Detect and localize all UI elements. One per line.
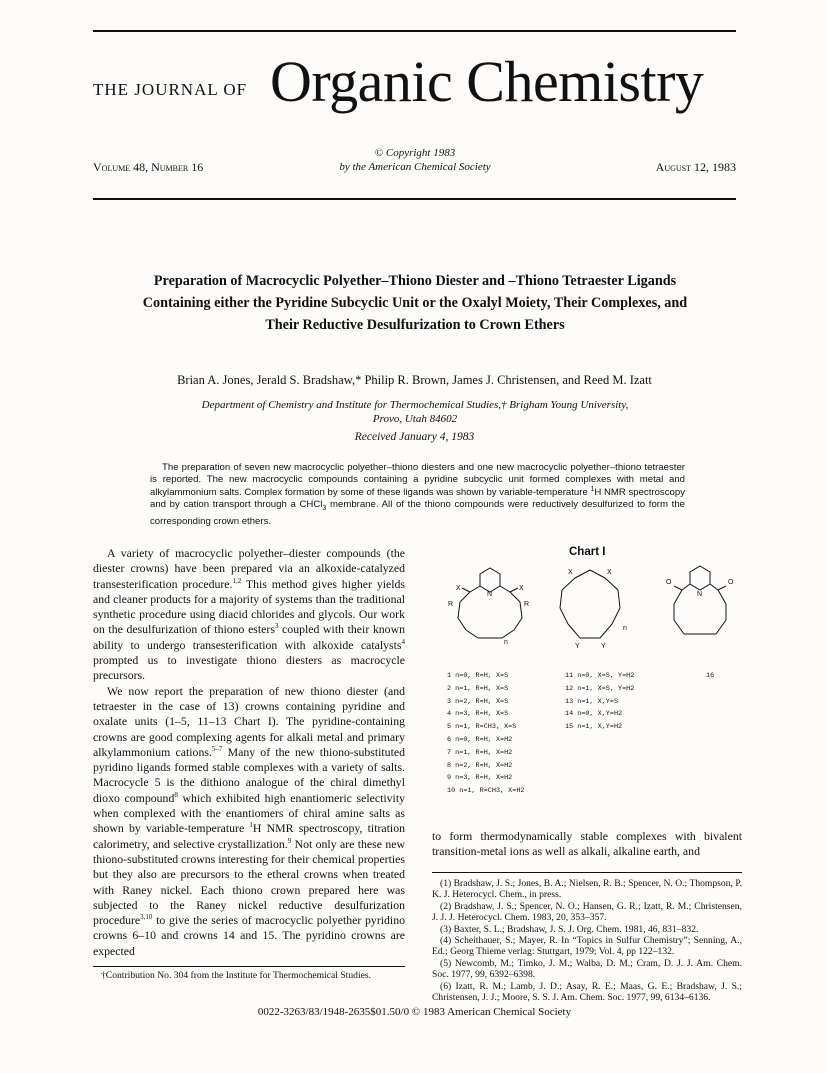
compound-entry: 1 n=0, R=H, X=S <box>447 672 509 680</box>
compound-list-2 <box>565 670 634 734</box>
label-n: N <box>487 591 493 598</box>
label-r: R <box>448 601 454 608</box>
top-rule <box>93 30 736 32</box>
reference-item: (2) Bradshaw, J. S.; Spencer, N. O.; Hansen, G. R.; Izatt, R. M.; Christensen, J. J. J. Heterocycl. Chem. 1983, 20, 353–357. <box>432 900 742 924</box>
volume-issue: Volume 48, Number 16 <box>93 160 204 174</box>
footnote-rule <box>93 966 405 967</box>
reference-item: (1) Bradshaw, J. S.; Jones, B. A.; Nielsen, R. B.; Spencer, N. O.; Thompson, P. K. J. Heterocycl. Chem., in press. <box>432 878 742 901</box>
label-y: Y <box>601 643 606 650</box>
journal-prefix: THE JOURNAL OF <box>93 80 248 99</box>
compound-entry: 2 n=1, R=H, X=S <box>447 684 509 693</box>
article-title: Preparation of Macrocyclic Polyether–Thiono Diester and –Thiono Tetraester Ligands Containing either the Pyridine Subcyclic Unit or the Oxalyl Moiety, Their Complexes, and Their Reductive Desulfurization to Crown Ethers <box>142 273 688 333</box>
label-n-sub: n <box>504 639 508 646</box>
reference-item: (4) Scheithauer, S.; Mayer, R. In “Topics in Sulfur Chemistry”; Senning, A., Ed.; Georg Thieme verlag: Stuttgart, 1979; Vol. 4, pp 122–132. <box>432 935 742 958</box>
journal-name: Organic Chemistry <box>270 49 704 114</box>
abstract-sup: 1 <box>590 485 595 493</box>
compound-list-1 <box>447 670 525 798</box>
compound-entry: 4 n=3, R=H, X=S <box>447 710 509 719</box>
compound-entry: 7 n=1, R=H, X=H2 <box>447 748 513 757</box>
masthead-rule <box>93 198 736 200</box>
compound-entry: 5 n=1, R=CH3, X=S <box>447 723 517 732</box>
references <box>432 878 742 1003</box>
affiliation-line-1: Department of Chemistry and Institute for Thermochemical Studies,† Brigham Young University, <box>201 399 629 411</box>
compound-entry: 11 n=0, X=S, Y=H2 <box>565 672 635 680</box>
abstract-text: H NMR spectroscopy and by cation transport through a CHCl <box>150 486 685 511</box>
compound-entry: 15 n=1, X,Y=H2 <box>565 723 623 732</box>
references-rule <box>432 872 742 873</box>
compound-entry: 10 n=1, R=CH3, X=H2 <box>447 787 525 796</box>
article-authors: Brian A. Jones, Jerald S. Bradshaw,* Philip R. Brown, James J. Christensen, and Reed M. Izatt <box>177 373 652 387</box>
label-y: Y <box>575 643 580 650</box>
reference-item: (5) Newcomb, M.; Timko, J. M.; Walba, D. M.; Cram, D. J. J. Am. Chem. Soc. 1977, 99, 6392–6398. <box>432 957 742 981</box>
chart-title: Chart I <box>569 546 606 558</box>
label-n: N <box>697 591 703 598</box>
label-x: X <box>519 585 524 592</box>
abstract-text: The preparation of seven new macrocyclic polyether–thiono diesters and one new macrocyclic polyether–thiono tetraester is reported. The new macrocyclic compounds containing a pyridine subcyclic unit formed complexes with metal and alkylammonium salts. Complex formation by some of these ligands was shown by variable-temperature <box>150 462 685 498</box>
chart-structures <box>420 560 750 665</box>
reference-item: (3) Baxter, S. L.; Bradshaw, J. S. J. Org. Chem. 1981, 46, 831–832. <box>440 923 699 935</box>
label-o: O <box>666 579 672 586</box>
abstract-text: membrane. All of the thiono compounds were reductively desulfurized to form the corresponding crown ethers. <box>150 499 686 527</box>
abstract <box>150 462 685 528</box>
compound-entry: 9 n=3, R=H, X=H2 <box>447 774 513 783</box>
page-footer: 0022-3263/83/1948-2635$01.50/0 © 1983 American Chemical Society <box>257 1006 572 1018</box>
copyright-line-1: © Copyright 1983 <box>374 147 456 159</box>
paragraph-2: We now report the preparation of new thiono diester (and tetraester in the case of 13) crowns containing pyridine and oxalate units (1–5, 11–13 Chart I). The pyridine-containing crowns are good complexing agents for alkali metal and primary alkylammonium cations.$^{5-7}$ Many of the new thiono-substituted pyridino ligands formed stable complexes with a variety of salts. Macrocycle 5 is the dithiono analogue of the chiral dimethyl dioxo compound$^8$ which exhibited high enantiomeric selectivity when complexed with the enantiomers of chiral amine salts as shown by variable-temperature $^1$H NMR spectroscopy, titration calorimetry, and selective crystallization.$^9$ Not only are these new thiono-substituted crowns interesting for their chemical properties but they also are precursors to the etheral crowns when treated with Raney nickel. Each thiono crown prepared here was subjected to the Raney nickel reductive desulfurization procedure$^{3,10}$ to give the series of macrocyclic polyether pyridino crowns 6–10 and crowns 14 and 15. The pyridino crowns are expected <box>93 683 405 958</box>
compound-entry: 3 n=2, R=H, X=S <box>447 697 509 706</box>
issue-date: August 12, 1983 <box>655 160 736 174</box>
compound-entry: 8 n=2, R=H, X=H2 <box>447 761 513 770</box>
label-x: X <box>456 585 461 592</box>
footnote-dagger: †Contribution No. 304 from the Institute for Thermochemical Studies. <box>101 970 372 981</box>
body-left-column <box>93 546 405 959</box>
received-date: Received January 4, 1983 <box>354 431 475 443</box>
abstract-sub: 3 <box>322 505 327 513</box>
label-o: O <box>728 579 734 586</box>
compound-entry: 6 n=0, R=H, X=H2 <box>447 735 513 744</box>
label-r: R <box>524 601 530 608</box>
pyridine-ring <box>480 568 500 592</box>
affiliation <box>130 398 700 426</box>
copyright-block <box>300 146 530 174</box>
copyright-line-2: by the American Chemical Society <box>339 161 491 173</box>
label-x: X <box>568 569 573 576</box>
compound-entry: 12 n=1, X=S, Y=H2 <box>565 684 635 693</box>
label-n-sub: n <box>623 625 627 632</box>
compound-16-label: 16 <box>706 672 715 680</box>
compound-entry: 14 n=0, X,Y=H2 <box>565 710 623 719</box>
paragraph-1: A variety of macrocyclic polyether–diester compounds (the diester crowns) have been prepared via an alkoxide-catalyzed transesterification procedure.$^{1,2}$ This method gives higher yields and cleaner products for a majority of systems than the traditional synthetic procedure using diacid chlorides and glycols. Our work on the desulfurization of thiono esters$^3$ coupled with their known ability to undergo transesterification with alkoxide catalysts$^4$ prompted us to investigate thiono diesters as macrocycle precursors. <box>93 546 405 683</box>
reference-item: (6) Izatt, R. M.; Lamb, J. D.; Asay, R. E.; Maas, G. E.; Bradshaw, J. S.; Christensen, J. J.; Moore, S. S. J. Am. Chem. Soc. 1977, 99, 6134–6136. <box>432 980 742 1004</box>
body-right-column: to form thermodynamically stable complexes with bivalent transition-metal ions as well as alkali, alkaline earth, and <box>432 829 742 859</box>
affiliation-line-2: Provo, Utah 84602 <box>372 413 458 425</box>
label-x: X <box>607 569 612 576</box>
compound-entry: 13 n=1, X,Y=S <box>565 697 619 706</box>
